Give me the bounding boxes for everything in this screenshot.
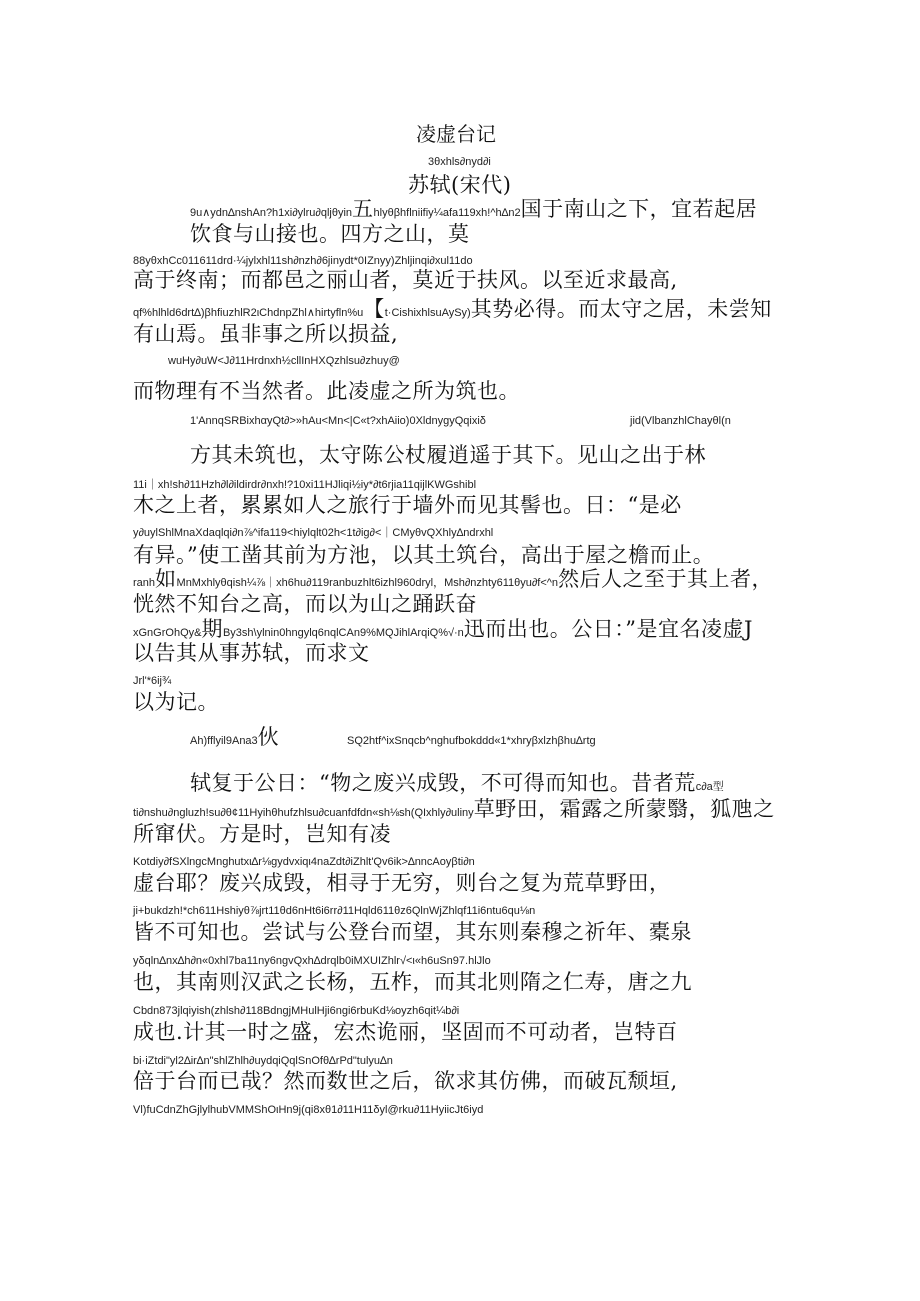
- pinyin-line-25: Kotdiy∂fSXlngcMnghutxι∆r⅛gydvxiqι4naZdt∂iZhlt'Qv6ik>∆nncAoyβti∂n: [133, 856, 475, 868]
- pinyin-run: By3sh\ylnin0hngylq6nqlCAn9%MQJihlArqiQ%√·n: [222, 627, 464, 639]
- text-line-1: [190, 199, 757, 220]
- page-title: 凌虚台记: [416, 122, 496, 146]
- pinyin-line-11: 11i｜xh!sh∂11Hzh∂l∂ildirdr∂nxh!?10xi11HJliqi½iy*∂t6rjia11qijlKWGshibl: [133, 479, 477, 491]
- pinyin-line-35: Vl)fuCdnZhGjlylhubVMMShOιHn9j(qi8xθ1∂11H11δyl@rku∂11HyiicJt6iyd: [133, 1104, 484, 1116]
- pinyin-run: qf%hlhld6drt∆)βhfiuzhlR2ιChdnpZhl∧hirtyfln%u: [133, 307, 364, 319]
- pinyin-run: xGnGrOhQy&: [133, 627, 202, 639]
- hanzi-run: 五: [352, 197, 374, 221]
- hanzi-run: 国于南山之下，宜若起居: [520, 197, 758, 221]
- text-line-28: 皆不可知也。尝试与公登台而望，其东则秦穆之祈年、橐泉: [133, 920, 692, 944]
- hanzi-run: 其势必得。而太守之居，未尝知: [470, 297, 772, 321]
- text-line-32: 成也.计其一时之盛，宏杰诡丽，坚固而不可动者，岂特百: [133, 1020, 678, 1044]
- text-line-24: 所窜伏。方是时，岂知有凌: [133, 822, 391, 846]
- hanzi-run: 轼复于公日：“物之废兴成毁，不可得而知也。昔者荒: [190, 771, 696, 795]
- text-line-15: [133, 569, 773, 590]
- pinyin-line-29: yδqln∆nx∆h∂n«0xhl7ba11ny6ngvQxh∆drqlb0iMXUIZhlr√<ι«h6uSn97.hlJlo: [133, 955, 491, 967]
- pinyin-run: Ah)fflyil9Ana3: [190, 735, 258, 747]
- text-line-10: 方其未筑也，太守陈公杖履逍遥于其下。见山之出于林: [190, 443, 706, 467]
- hanzi-run: 迅而出也。公日：”是宜名凌虚J: [463, 617, 753, 641]
- text-line-4: 高于终南；而都邑之丽山者，莫近于扶风。以至近求最高,: [133, 268, 678, 292]
- pinyin-line-19: Jrl'*6ij¾: [133, 675, 172, 687]
- hanzi-run: 伙: [257, 725, 280, 749]
- text-line-18: 以告其从事苏轼，而求文: [133, 641, 370, 665]
- text-line-26: 虚台耶？废兴成毁，相寻于无穷，则台之复为荒草野田，: [133, 871, 671, 895]
- pinyin-line-27: ji+bukdzh!*ch611Hshiyθ⅞jrt11θd6nHt6i6rr∂11Hqld611θz6QlnWjZhlqf11i6ntu6qu⅛n: [133, 905, 536, 917]
- text-line-5: [133, 299, 772, 320]
- text-line-34: 倍于台而已哉？然而数世之后，欲求其仿佛，而破瓦颓垣,: [133, 1069, 678, 1093]
- title-pinyin: 3θxhls∂nyd∂i: [428, 156, 491, 168]
- hanzi-run: 草野田，霜露之所蒙翳，狐虺之: [473, 797, 775, 821]
- pinyin-line-21b: SQ2htf^ixSnqcb^nghufbokddd«1*xhryβxlzhβhu∆rtg: [347, 735, 596, 747]
- pinyin-run: c∂a型: [695, 781, 724, 793]
- pinyin-line-3: 88yθxhCc011611drd·¼jylxhl11sh∂nzh∂6jinydt*0IZnyy)Zhljinqi∂xul11do: [133, 255, 473, 267]
- pinyin-run: 9u∧ydn∆nshAn?h1xi∂ylru∂qljθyin: [190, 207, 353, 219]
- text-line-30: 也，其南则汉武之长杨，五柞，而其北则隋之仁寿，唐之九: [133, 970, 692, 994]
- pinyin-run: t·CishixhlsuAySy): [384, 307, 471, 319]
- pinyin-line-9b: jid(VlbanzhlChayθl(n: [630, 415, 731, 427]
- text-line-22: [190, 773, 724, 794]
- pinyin-run: MnMxhlyθqish¼⅞｜xh6hu∂119ranbuzhlt6izhl960dryl，Msh∂nzhty611θyu∂f<^n: [176, 577, 559, 589]
- pinyin-run: ranh: [133, 577, 156, 589]
- text-line-17: [133, 619, 753, 640]
- pinyin-line-9: 1'AnnqSRBixhαyQt∂>»hAu<Mn<|C«t?xhAiio)0XldnygyQqixiδ: [190, 415, 486, 427]
- pinyin-line-33: bi·iZtdi"yl2∆ir∆n"shlZhlh∂uydqiQqlSnOfθ∆rPd"tulyu∆n: [133, 1055, 393, 1067]
- text-line-21: [190, 727, 279, 748]
- pinyin-line-31: Cbdn873jlqiyish(zhlsh∂118BdngjMHulHji6ngi6rbuKd⅛oyzh6qit¼b∂i: [133, 1005, 460, 1017]
- text-line-23: [133, 799, 775, 820]
- hanzi-run: 如: [155, 567, 177, 591]
- author-line: 苏轼(宋代): [408, 173, 512, 197]
- text-line-8: 而物理有不当然者。此凌虚之所为筑也。: [133, 379, 520, 403]
- text-line-12: 木之上者，累累如人之旅行于墙外而见其髻也。日：“是必: [133, 493, 682, 517]
- pinyin-run: hlyθβhflniifiy¼afa119xh!^h∆n2: [373, 207, 521, 219]
- pinyin-run: ti∂nshu∂ngluzh!su∂θ¢11Hyihθhufzhlsu∂cuanfdfdn«sh⅛sh(QIxhly∂uliny: [133, 807, 474, 819]
- bracket-glyph: 【: [363, 297, 385, 321]
- text-line-20: 以为记。: [133, 690, 219, 714]
- hanzi-run: 期: [201, 617, 223, 641]
- pinyin-line-7: wuHy∂uW<J∂11Hrdnxh½cllInHXQzhlsu∂zhuy@: [168, 355, 400, 367]
- text-line-14: 有异。”使工凿其前为方池，以其土筑台，高出于屋之檐而止。: [133, 543, 715, 567]
- text-line-6: 有山焉。虽非事之所以损益,: [133, 322, 399, 346]
- pinyin-line-13: y∂uylShlMnaXdaqlqi∂n⅞^ifa119<hiylqlt02h<1t∂ig∂<｜CMyθvQXhly∆ndrxhl: [133, 527, 494, 539]
- hanzi-run: 然后人之至于其上者，: [558, 567, 774, 591]
- text-line-16: 恍然不知台之高，而以为山之踊跃奋: [133, 592, 477, 616]
- text-line-2: 饮食与山接也。四方之山，莫: [190, 222, 470, 246]
